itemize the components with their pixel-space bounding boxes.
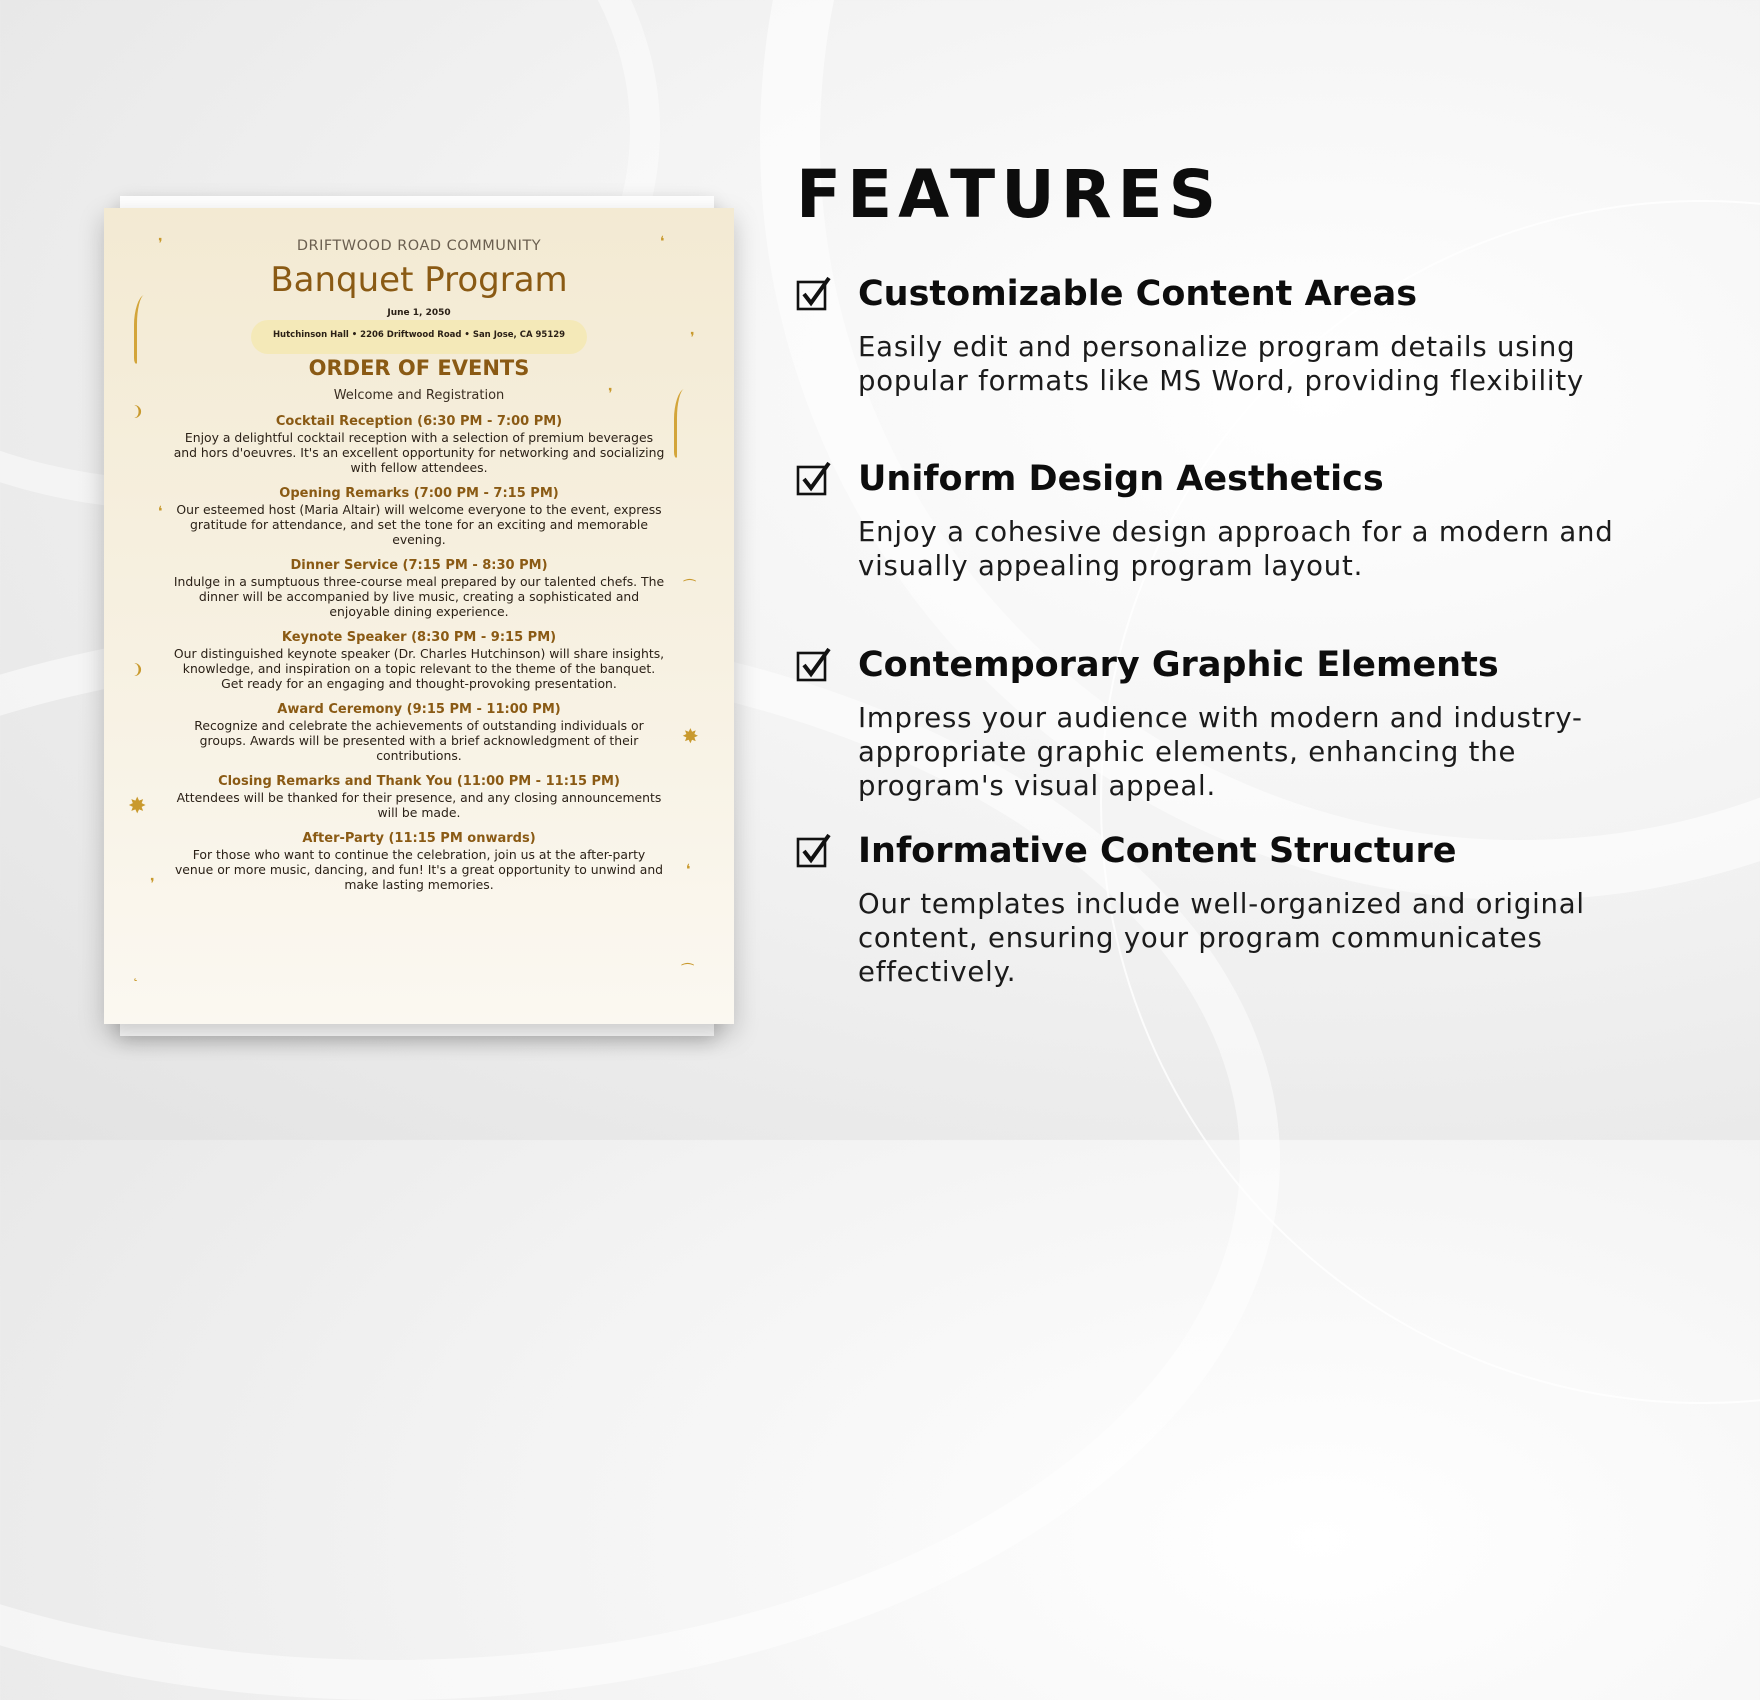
event-title: After-Party (11:15 PM onwards) xyxy=(302,831,536,846)
feature-item xyxy=(796,643,1696,803)
feature-description: Impress your audience with modern and industry-appropriate graphic elements, enhancing the program's visual appeal. xyxy=(858,702,1583,802)
event-title: Cocktail Reception (6:30 PM - 7:00 PM) xyxy=(275,414,563,429)
confetti-icon: ❛ xyxy=(686,862,691,878)
event-title: Opening Remarks (7:00 PM - 7:15 PM) xyxy=(279,486,559,501)
event-item xyxy=(144,630,694,691)
event-item xyxy=(144,558,694,619)
program-document xyxy=(104,208,734,1024)
star-confetti-icon: ✸ xyxy=(682,724,699,748)
confetti-icon: ❛ xyxy=(660,234,665,250)
event-item xyxy=(144,831,694,892)
confetti-icon: ❜ xyxy=(690,330,695,346)
event-description: Our distinguished keynote speaker (Dr. Charles Hutchinson) will share insights, knowledge, and inspiration on a topic relevant to the theme of the banquet. Get ready for an engaging and thought-provoking presentation. xyxy=(173,646,665,691)
checkbox-checked-icon xyxy=(796,833,832,869)
event-description: Enjoy a delightful cocktail reception with a selection of premium beverages and hors d'oeuvres. It's an excellent opportunity for networking and socializing with fellow attendees. xyxy=(173,430,665,475)
order-of-events-heading: ORDER OF EVENTS xyxy=(308,356,530,380)
confetti-icon: ❜ xyxy=(158,236,163,252)
community-name: DRIFTWOOD ROAD COMMUNITY xyxy=(296,238,542,254)
confetti-icon: ❩ xyxy=(132,404,144,420)
feature-title: Informative Content Structure xyxy=(858,831,1457,871)
feature-item xyxy=(796,829,1696,989)
event-description: Attendees will be thanked for their presence, and any closing announcements will be made. xyxy=(176,790,662,820)
features-heading: FEATURES xyxy=(796,156,1223,233)
confetti-icon: ❩ xyxy=(132,662,144,678)
event-description: Recognize and celebrate the achievements of outstanding individuals or groups. Awards will be presented with a brief acknowledgment of their contributions. xyxy=(194,718,644,763)
star-confetti-icon: ✸ xyxy=(128,794,147,819)
event-item xyxy=(144,486,694,547)
confetti-icon: ˛ xyxy=(132,966,139,982)
event-item xyxy=(144,774,694,820)
feature-title: Customizable Content Areas xyxy=(858,274,1418,314)
feature-title: Uniform Design Aesthetics xyxy=(858,459,1384,499)
venue-address: Hutchinson Hall • 2206 Driftwood Road • San Jose, CA 95129 xyxy=(251,320,587,354)
feature-title: Contemporary Graphic Elements xyxy=(858,645,1499,685)
program-title: Banquet Program xyxy=(270,260,568,300)
checkbox-checked-icon xyxy=(796,276,832,312)
feature-item xyxy=(796,457,1696,583)
welcome-line: Welcome and Registration xyxy=(333,388,505,403)
event-title: Closing Remarks and Thank You (11:00 PM - 11:15 PM) xyxy=(218,774,620,789)
confetti-icon: ⁀ xyxy=(684,580,696,596)
event-item xyxy=(144,414,694,475)
confetti-icon: ❛ xyxy=(158,504,163,520)
event-title: Award Ceremony (9:15 PM - 11:00 PM) xyxy=(277,702,561,717)
feature-description: Our templates include well-organized and original content, ensuring your program communicates effectively. xyxy=(858,888,1585,988)
event-title: Dinner Service (7:15 PM - 8:30 PM) xyxy=(290,558,548,573)
checkbox-checked-icon xyxy=(796,461,832,497)
feature-description: Enjoy a cohesive design approach for a modern and visually appealing program layout. xyxy=(858,516,1614,582)
event-description: Our esteemed host (Maria Altair) will welcome everyone to the event, express gratitude for attendance, and set the tone for an exciting and memorable evening. xyxy=(176,502,662,547)
confetti-icon: ⁀ xyxy=(682,964,694,980)
feature-item xyxy=(796,272,1696,398)
event-item xyxy=(144,702,694,763)
confetti-icon: ❜ xyxy=(150,876,155,892)
feature-description: Easily edit and personalize program details using popular formats like MS Word, providing flexibility xyxy=(858,331,1585,397)
checkbox-checked-icon xyxy=(796,647,832,683)
event-title: Keynote Speaker (8:30 PM - 9:15 PM) xyxy=(281,630,557,645)
event-description: Indulge in a sumptuous three-course meal prepared by our talented chefs. The dinner will be accompanied by live music, creating a sophisticated and enjoyable dining experience. xyxy=(173,574,665,619)
event-date: June 1, 2050 xyxy=(387,308,451,318)
confetti-icon: ❜ xyxy=(608,386,613,402)
event-description: For those who want to continue the celebration, join us at the after-party venue or more music, dancing, and fun! It's a great opportunity to unwind and make lasting memories. xyxy=(174,847,664,892)
